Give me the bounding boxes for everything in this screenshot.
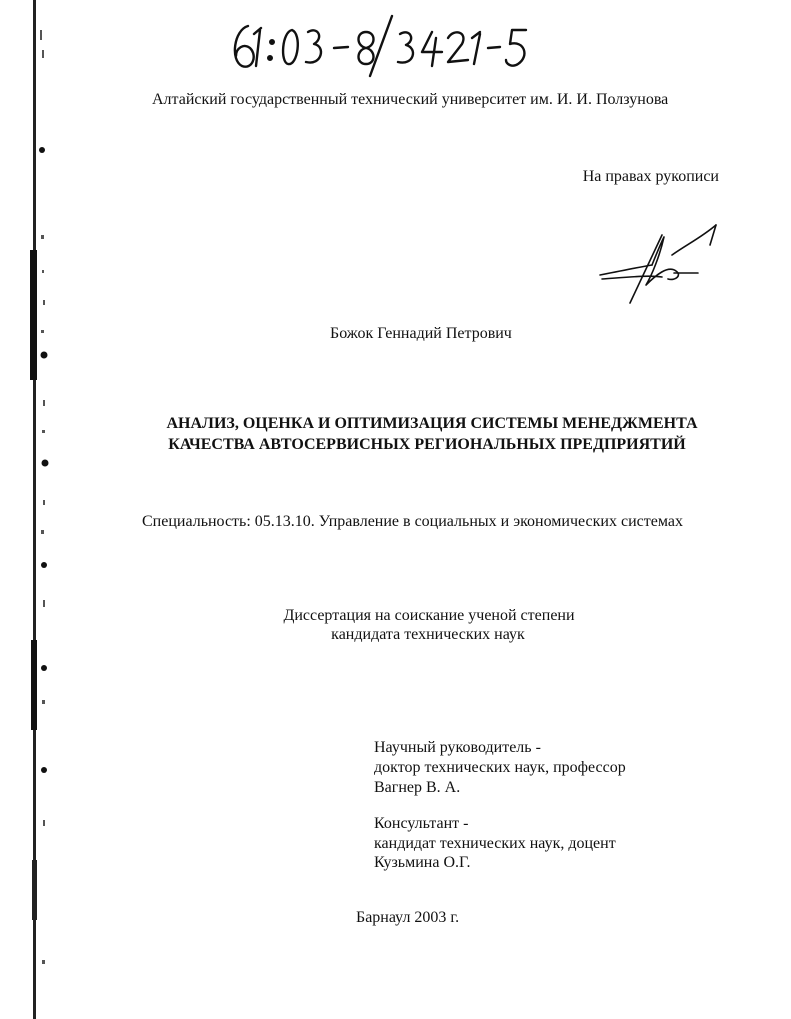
university-name: Алтайский государственный технический университет им. И. И. Ползунова: [152, 91, 669, 108]
city-year: Барнаул 2003 г.: [356, 909, 460, 926]
supervisor-name: Вагнер В. А.: [374, 779, 461, 796]
dissertation-line1: Диссертация на соискание ученой степени: [283, 607, 575, 624]
author-name: Божок Геннадий Петрович: [330, 325, 512, 342]
dissertation-line2: кандидата технических наук: [331, 626, 525, 643]
thesis-title-line2: КАЧЕСТВА АВТОСЕРВИСНЫХ РЕГИОНАЛЬНЫХ ПРЕДПРИЯТИЙ: [168, 436, 686, 453]
supervisor-degree: доктор технических наук, профессор: [374, 759, 626, 776]
specialty: Специальность: 05.13.10. Управление в социальных и экономических системах: [142, 513, 683, 530]
rights-note: На правах рукописи: [582, 168, 719, 185]
thesis-title-line1: АНАЛИЗ, ОЦЕНКА И ОПТИМИЗАЦИЯ СИСТЕМЫ МЕНЕДЖМЕНТА: [166, 415, 698, 432]
consultant-name: Кузьмина О.Г.: [374, 854, 471, 871]
supervisor-role: Научный руководитель -: [374, 739, 541, 756]
handwritten-code: [220, 8, 540, 78]
signature: [590, 215, 730, 310]
scan-edge-artifact: [0, 0, 60, 1019]
consultant-role: Консультант -: [374, 815, 469, 832]
consultant-degree: кандидат технических наук, доцент: [374, 835, 616, 852]
